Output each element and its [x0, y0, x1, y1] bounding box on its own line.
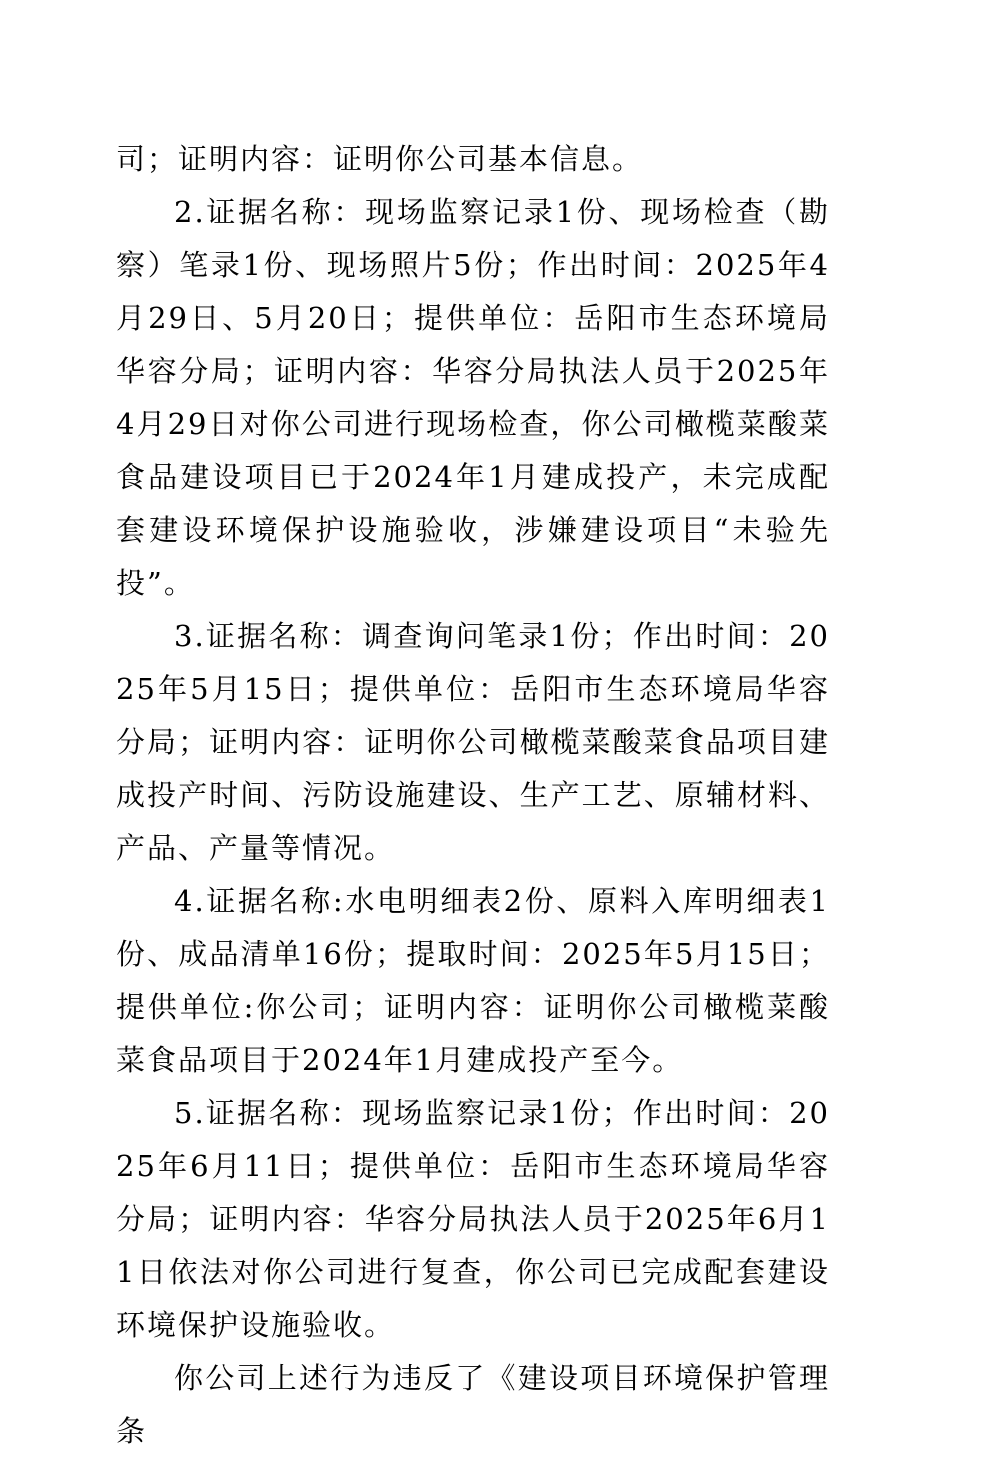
paragraph-evidence-4: 4.证据名称:水电明细表2份、原料入库明细表1份、成品清单16份；提取时间：2025年5月15日；提供单位:你公司；证明内容：证明你公司橄榄菜酸菜食品项目于2024年1月建成投产至今。 — [116, 884, 830, 1077]
paragraph-evidence-2: 2.证据名称：现场监察记录1份、现场检查（勘察）笔录1份、现场照片5份；作出时间：2025年4月29日、5月20日；提供单位：岳阳市生态环境局华容分局；证明内容：华容分局执法人员于2025年4月29日对你公司进行现场检查，你公司橄榄菜酸菜食品建设项目已于2024年1月建成投产，未完成配套建设环境保护设施验收，涉嫌建设项目“未验先投”。 — [116, 195, 830, 600]
paragraph-violation: 你公司上述行为违反了《建设项目环境保护管理条 — [116, 1361, 830, 1448]
document-body — [116, 133, 830, 1458]
paragraph-evidence-3: 3.证据名称：调查询问笔录1份；作出时间：2025年5月15日；提供单位：岳阳市生态环境局华容分局；证明内容：证明你公司橄榄菜酸菜食品项目建成投产时间、污防设施建设、生产工艺、原辅材料、产品、产量等情况。 — [116, 619, 830, 865]
paragraph-continuation: 司；证明内容：证明你公司基本信息。 — [116, 142, 644, 176]
paragraph-evidence-5: 5.证据名称：现场监察记录1份；作出时间：2025年6月11日；提供单位：岳阳市生态环境局华容分局；证明内容：华容分局执法人员于2025年6月11日依法对你公司进行复查，你公司已完成配套建设环境保护设施验收。 — [116, 1096, 830, 1342]
